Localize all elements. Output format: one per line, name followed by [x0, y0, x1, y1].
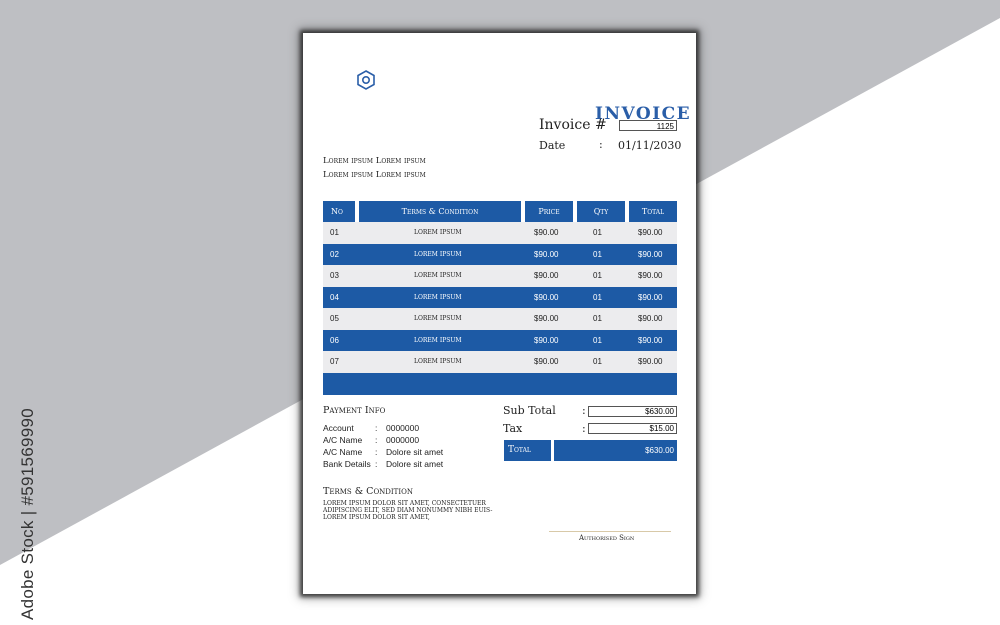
table-footer-bar — [323, 373, 677, 395]
subtotal-colon: : — [582, 404, 586, 417]
row-total: $90.00 — [638, 271, 663, 280]
bill-to-line: Lorem ipsum Lorem ipsum — [323, 170, 426, 180]
payment-colon: : — [375, 447, 378, 457]
row-price: $90.00 — [534, 314, 559, 323]
subtotal-label: Sub Total — [503, 404, 556, 417]
payment-info-title: Payment Info — [323, 405, 386, 416]
table-row — [323, 244, 677, 266]
row-no: 04 — [330, 292, 339, 302]
row-total: $90.00 — [638, 292, 663, 302]
row-no: 01 — [330, 228, 339, 237]
row-qty: 01 — [593, 228, 602, 237]
row-price: $90.00 — [534, 335, 559, 345]
row-description: LOREM IPSUM — [414, 336, 462, 344]
date-value: 01/11/2030 — [618, 139, 682, 152]
row-description: LOREM IPSUM — [414, 293, 462, 301]
row-total: $90.00 — [638, 335, 663, 345]
payment-label: Bank Details — [323, 459, 371, 469]
payment-value: Dolore sit amet — [386, 447, 444, 457]
subtotal-field[interactable]: $630.00 — [588, 406, 677, 417]
payment-colon: : — [375, 459, 378, 469]
total-value: $630.00 — [554, 440, 677, 461]
row-qty: 01 — [593, 357, 602, 366]
col-header-price: Price — [525, 201, 573, 222]
row-description: LOREM IPSUM — [414, 250, 462, 258]
row-no: 07 — [330, 357, 339, 366]
table-row — [323, 287, 677, 309]
table-row — [323, 351, 677, 373]
invoice-table-body — [323, 222, 677, 373]
invoice-number-label: Invoice # — [539, 117, 607, 133]
bill-to-line: Lorem ipsum Lorem ipsum — [323, 156, 426, 166]
row-qty: 01 — [593, 292, 602, 302]
col-header-total: Total — [629, 201, 677, 222]
side-watermark: Adobe Stock | #591569990 — [18, 407, 37, 620]
terms-text: LOREM IPSUM DOLOR SIT AMET, CONSECTETUER ADIPISCING ELIT, SED DIAM NONUMMY NIBH EUIS- LOREM IPSUM DOLOR SIT AMET, — [323, 500, 493, 521]
row-description: LOREM IPSUM — [414, 315, 462, 322]
col-header-qty: Qty — [577, 201, 625, 222]
row-no: 02 — [330, 249, 339, 259]
row-total: $90.00 — [638, 228, 663, 237]
col-header-no: No — [323, 201, 355, 222]
row-price: $90.00 — [534, 271, 559, 280]
row-price: $90.00 — [534, 249, 559, 259]
row-total: $90.00 — [638, 357, 663, 366]
row-no: 03 — [330, 271, 339, 280]
payment-label: A/C Name — [323, 447, 363, 457]
hexagon-logo-icon — [357, 70, 375, 90]
tax-colon: : — [582, 422, 586, 435]
row-total: $90.00 — [638, 314, 663, 323]
payment-colon: : — [375, 435, 378, 445]
row-qty: 01 — [593, 271, 602, 280]
tax-field[interactable]: $15.00 — [588, 423, 677, 434]
row-no: 06 — [330, 335, 339, 345]
row-qty: 01 — [593, 335, 602, 345]
date-colon: : — [599, 138, 603, 151]
terms-title: Terms & Condition — [323, 486, 413, 497]
signature-line — [549, 531, 671, 532]
row-description: LOREM IPSUM — [414, 358, 462, 365]
date-label: Date — [539, 139, 566, 152]
row-description: LOREM IPSUM — [414, 272, 462, 279]
payment-colon: : — [375, 423, 378, 433]
row-no: 05 — [330, 314, 339, 323]
tax-label: Tax — [503, 422, 523, 435]
total-label: Total — [504, 440, 551, 461]
row-qty: 01 — [593, 314, 602, 323]
invoice-title: INVOICE — [595, 104, 692, 124]
row-total: $90.00 — [638, 249, 663, 259]
payment-value: Dolore sit amet — [386, 459, 444, 469]
payment-label: Account — [323, 423, 354, 433]
invoice-number-field[interactable]: 1125 — [619, 120, 677, 131]
row-qty: 01 — [593, 249, 602, 259]
invoice-sheet — [303, 33, 696, 594]
payment-value: 0000000 — [386, 423, 420, 433]
table-row — [323, 308, 677, 330]
table-row — [323, 265, 677, 287]
row-description: LOREM IPSUM — [414, 229, 462, 236]
table-row — [323, 222, 677, 244]
payment-label: A/C Name — [323, 435, 363, 445]
col-header-terms: Terms & Condition — [359, 201, 521, 222]
table-row — [323, 330, 677, 352]
row-price: $90.00 — [534, 292, 559, 302]
row-price: $90.00 — [534, 357, 559, 366]
signature-label: Authorised Sign — [579, 534, 635, 542]
row-price: $90.00 — [534, 228, 559, 237]
payment-value: 0000000 — [386, 435, 420, 445]
